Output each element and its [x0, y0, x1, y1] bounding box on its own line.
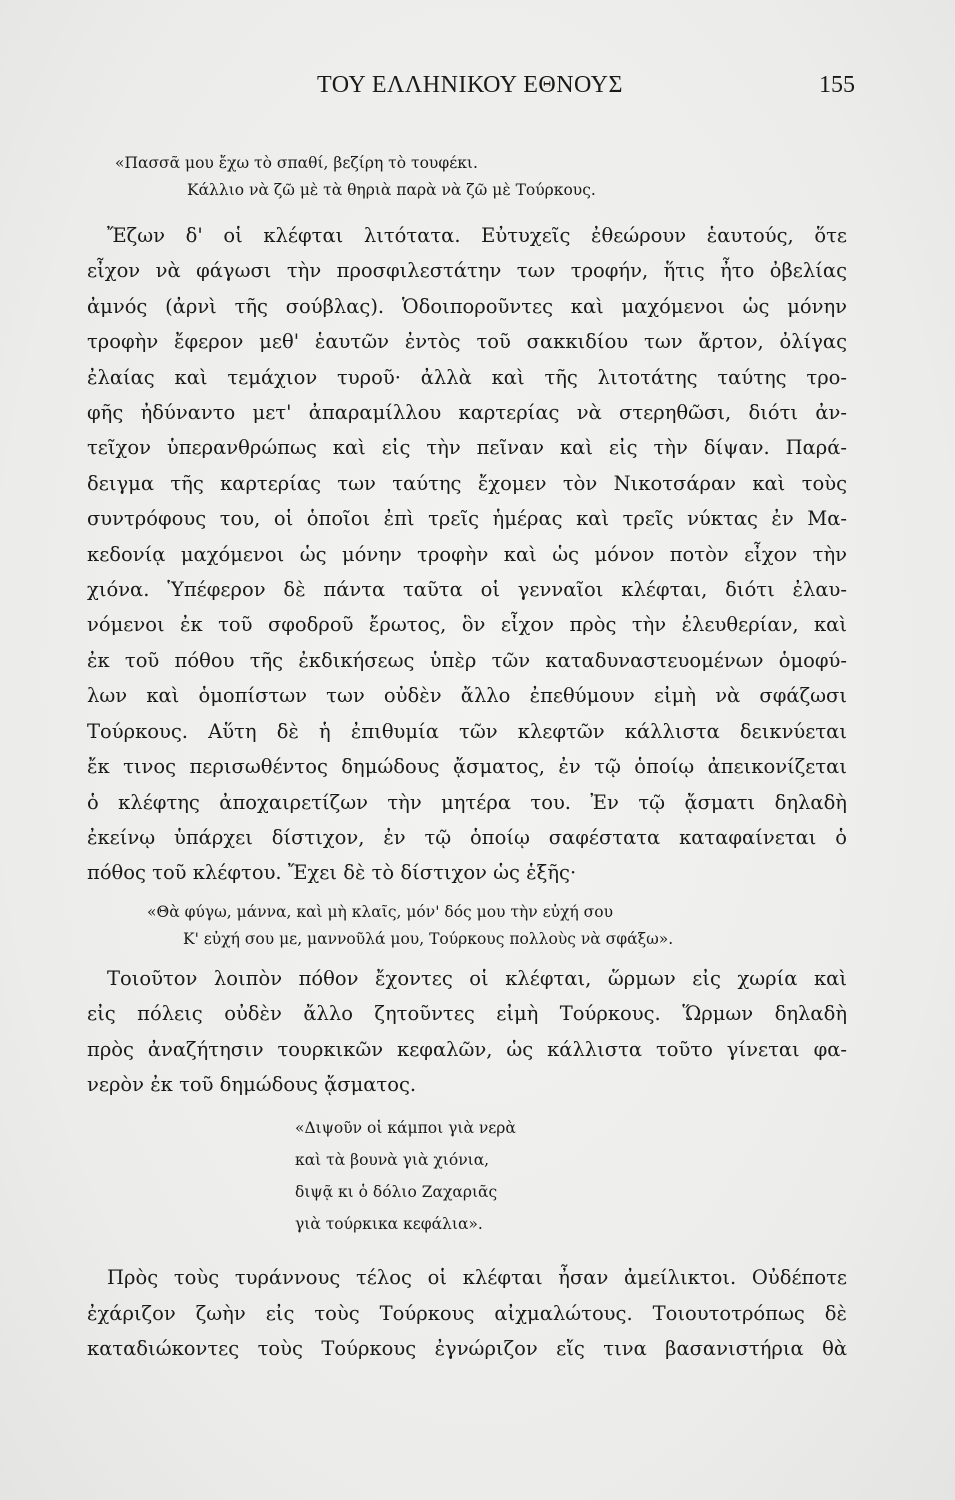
text-line: Ἔζων δ' οἱ κλέφται λιτότατα. Εὐτυχεῖς ἐθεώρουν ἑαυτούς, ὅτε [107, 224, 847, 247]
verse-line: «Θὰ φύγω, μάννα, καὶ μὴ κλαῖς, μόν' δός μου τὴν εὐχή σου [147, 902, 614, 921]
text-line: κεδονίᾳ μαχόμενοι ὡς μόνην τροφὴν καὶ ὡς μόνον ποτὸν εἶχον τὴν [87, 542, 847, 566]
text-line: ἔκ τινος περισωθέντος δημώδους ᾄσματος, ἐν τῷ ὁποίῳ ἀπεικονίζεται [87, 755, 847, 779]
text-line: ἐκείνῳ ὑπάρχει δίστιχον, ἐν τῷ ὁποίῳ σαφέστατα καταφαίνεται ὁ [87, 825, 847, 849]
verse-couplet-1 [87, 150, 847, 204]
text-line: Τούρκους. Αὕτη δὲ ἡ ἐπιθυμία τῶν κλεφτῶν κάλλιστα δεικνύεται [87, 719, 847, 743]
paragraph-1 [87, 218, 847, 891]
verse-line: καὶ τὰ βουνὰ γιὰ χιόνια, [295, 1151, 490, 1170]
text-line: ἐλαίας καὶ τεμάχιον τυροῦ· ἀλλὰ καὶ τῆς λιτοτάτης ταύτης τρο- [87, 365, 847, 389]
text-line: πόθος τοῦ κλέφτου. Ἔχει δὲ τὸ δίστιχον ὡς ἑξῆς· [87, 861, 577, 885]
text-line: ἐκ τοῦ πόθου τῆς ἐκδικήσεως ὑπὲρ τῶν καταδυναστευομένων ὁμοφύ- [87, 648, 847, 672]
verse-line: «Διψοῦν οἱ κάμποι γιὰ νερὰ [295, 1119, 516, 1138]
text-line: λων καὶ ὁμοπίστων των οὐδὲν ἄλλο ἐπεθύμουν εἰμὴ νὰ σφάζωσι [87, 684, 847, 708]
paragraph-3 [87, 1260, 847, 1366]
text-line: συντρόφους του, οἱ ὁποῖοι ἐπὶ τρεῖς ἡμέρας καὶ τρεῖς νύκτας ἐν Μα- [87, 507, 847, 531]
text-line: Τοιοῦτον λοιπὸν πόθον ἔχοντες οἱ κλέφται, ὥρμων εἰς χωρία καὶ [107, 966, 847, 990]
text-line: φῆς ἠδύναντο μετ' ἀπαραμίλλου καρτερίας νὰ στερηθῶσι, διότι ἀν- [87, 401, 847, 425]
text-line: πρὸς ἀναζήτησιν τουρκικῶν κεφαλῶν, ὡς κάλλιστα τοῦτο γίνεται φα- [87, 1037, 847, 1061]
text-line: ἀμνός (ἀρνὶ τῆς σούβλας). Ὁδοιποροῦντες καὶ μαχόμενοι ὡς μόνην [87, 294, 847, 318]
text-line: καταδιώκοντες τοὺς Τούρκους ἐγνώριζον εἴς τινα βασανιστήρια θὰ [87, 1337, 847, 1361]
text-line: δειγμα τῆς καρτερίας των ταύτης ἔχομεν τὸν Νικοτσάραν καὶ τοὺς [87, 471, 847, 495]
text-line: τεῖχον ὑπερανθρώπως καὶ εἰς τὴν πεῖναν καὶ εἰς τὴν δίψαν. Παρά- [87, 436, 847, 460]
verse-line: διψᾷ κι ὁ δόλιο Ζαχαριᾶς [295, 1183, 498, 1202]
verse-line: Κ' εὐχή σου με, μαννοῦλά μου, Τούρκους πολλοὺς νὰ σφάξω». [183, 929, 674, 948]
verse-quatrain [87, 1112, 847, 1240]
text-body [87, 150, 847, 1367]
page-header [85, 72, 855, 108]
text-line: ὁ κλέφτης ἀποχαιρετίζων τὴν μητέρα του. Ἐν τῷ ᾄσματι δηλαδὴ [87, 790, 847, 814]
text-line: χιόνα. Ὑπέφερον δὲ πάντα ταῦτα οἱ γενναῖοι κλέφται, διότι ἐλαυ- [87, 578, 847, 602]
text-line: νερὸν ἐκ τοῦ δημώδους ᾄσματος. [87, 1072, 417, 1096]
text-line: Πρὸς τοὺς τυράννους τέλος οἱ κλέφται ἦσαν ἀμείλικτοι. Οὐδέποτε [107, 1266, 847, 1290]
text-line: εἶχον νὰ φάγωσι τὴν προσφιλεστάτην των τροφήν, ἥτις ἦτο ὀβελίας [87, 259, 847, 283]
text-line: ἐχάριζον ζωὴν εἰς τοὺς Τούρκους αἰχμαλώτους. Τοιουτοτρόπως δὲ [87, 1301, 847, 1325]
text-line: εἰς πόλεις οὐδὲν ἄλλο ζητοῦντες εἰμὴ Τούρκους. Ὥρμων δηλαδὴ [87, 1002, 847, 1026]
verse-line: «Πασσᾶ μου ἔχω τὸ σπαθί, βεζίρη τὸ τουφέκι. [115, 154, 478, 172]
text-line: τροφὴν ἔφερον μεθ' ἑαυτῶν ἐντὸς τοῦ σακκιδίου των ἄρτον, ὀλίγας [87, 330, 847, 354]
page-number: 155 [819, 72, 855, 98]
verse-line: Κάλλιο νὰ ζῶ μὲ τὰ θηριὰ παρὰ νὰ ζῶ μὲ Τούρκους. [187, 181, 596, 199]
paragraph-2 [87, 961, 847, 1103]
verse-couplet-2 [87, 899, 847, 953]
running-title: ΤΟΥ ΕΛΛΗΝΙΚΟΥ ΕΘΝΟΥΣ [317, 72, 623, 98]
verse-line: γιὰ τούρκικα κεφάλια». [295, 1215, 483, 1234]
text-line: νόμενοι ἐκ τοῦ σφοδροῦ ἔρωτος, ὃν εἶχον πρὸς τὴν ἐλευθερίαν, καὶ [87, 613, 847, 637]
